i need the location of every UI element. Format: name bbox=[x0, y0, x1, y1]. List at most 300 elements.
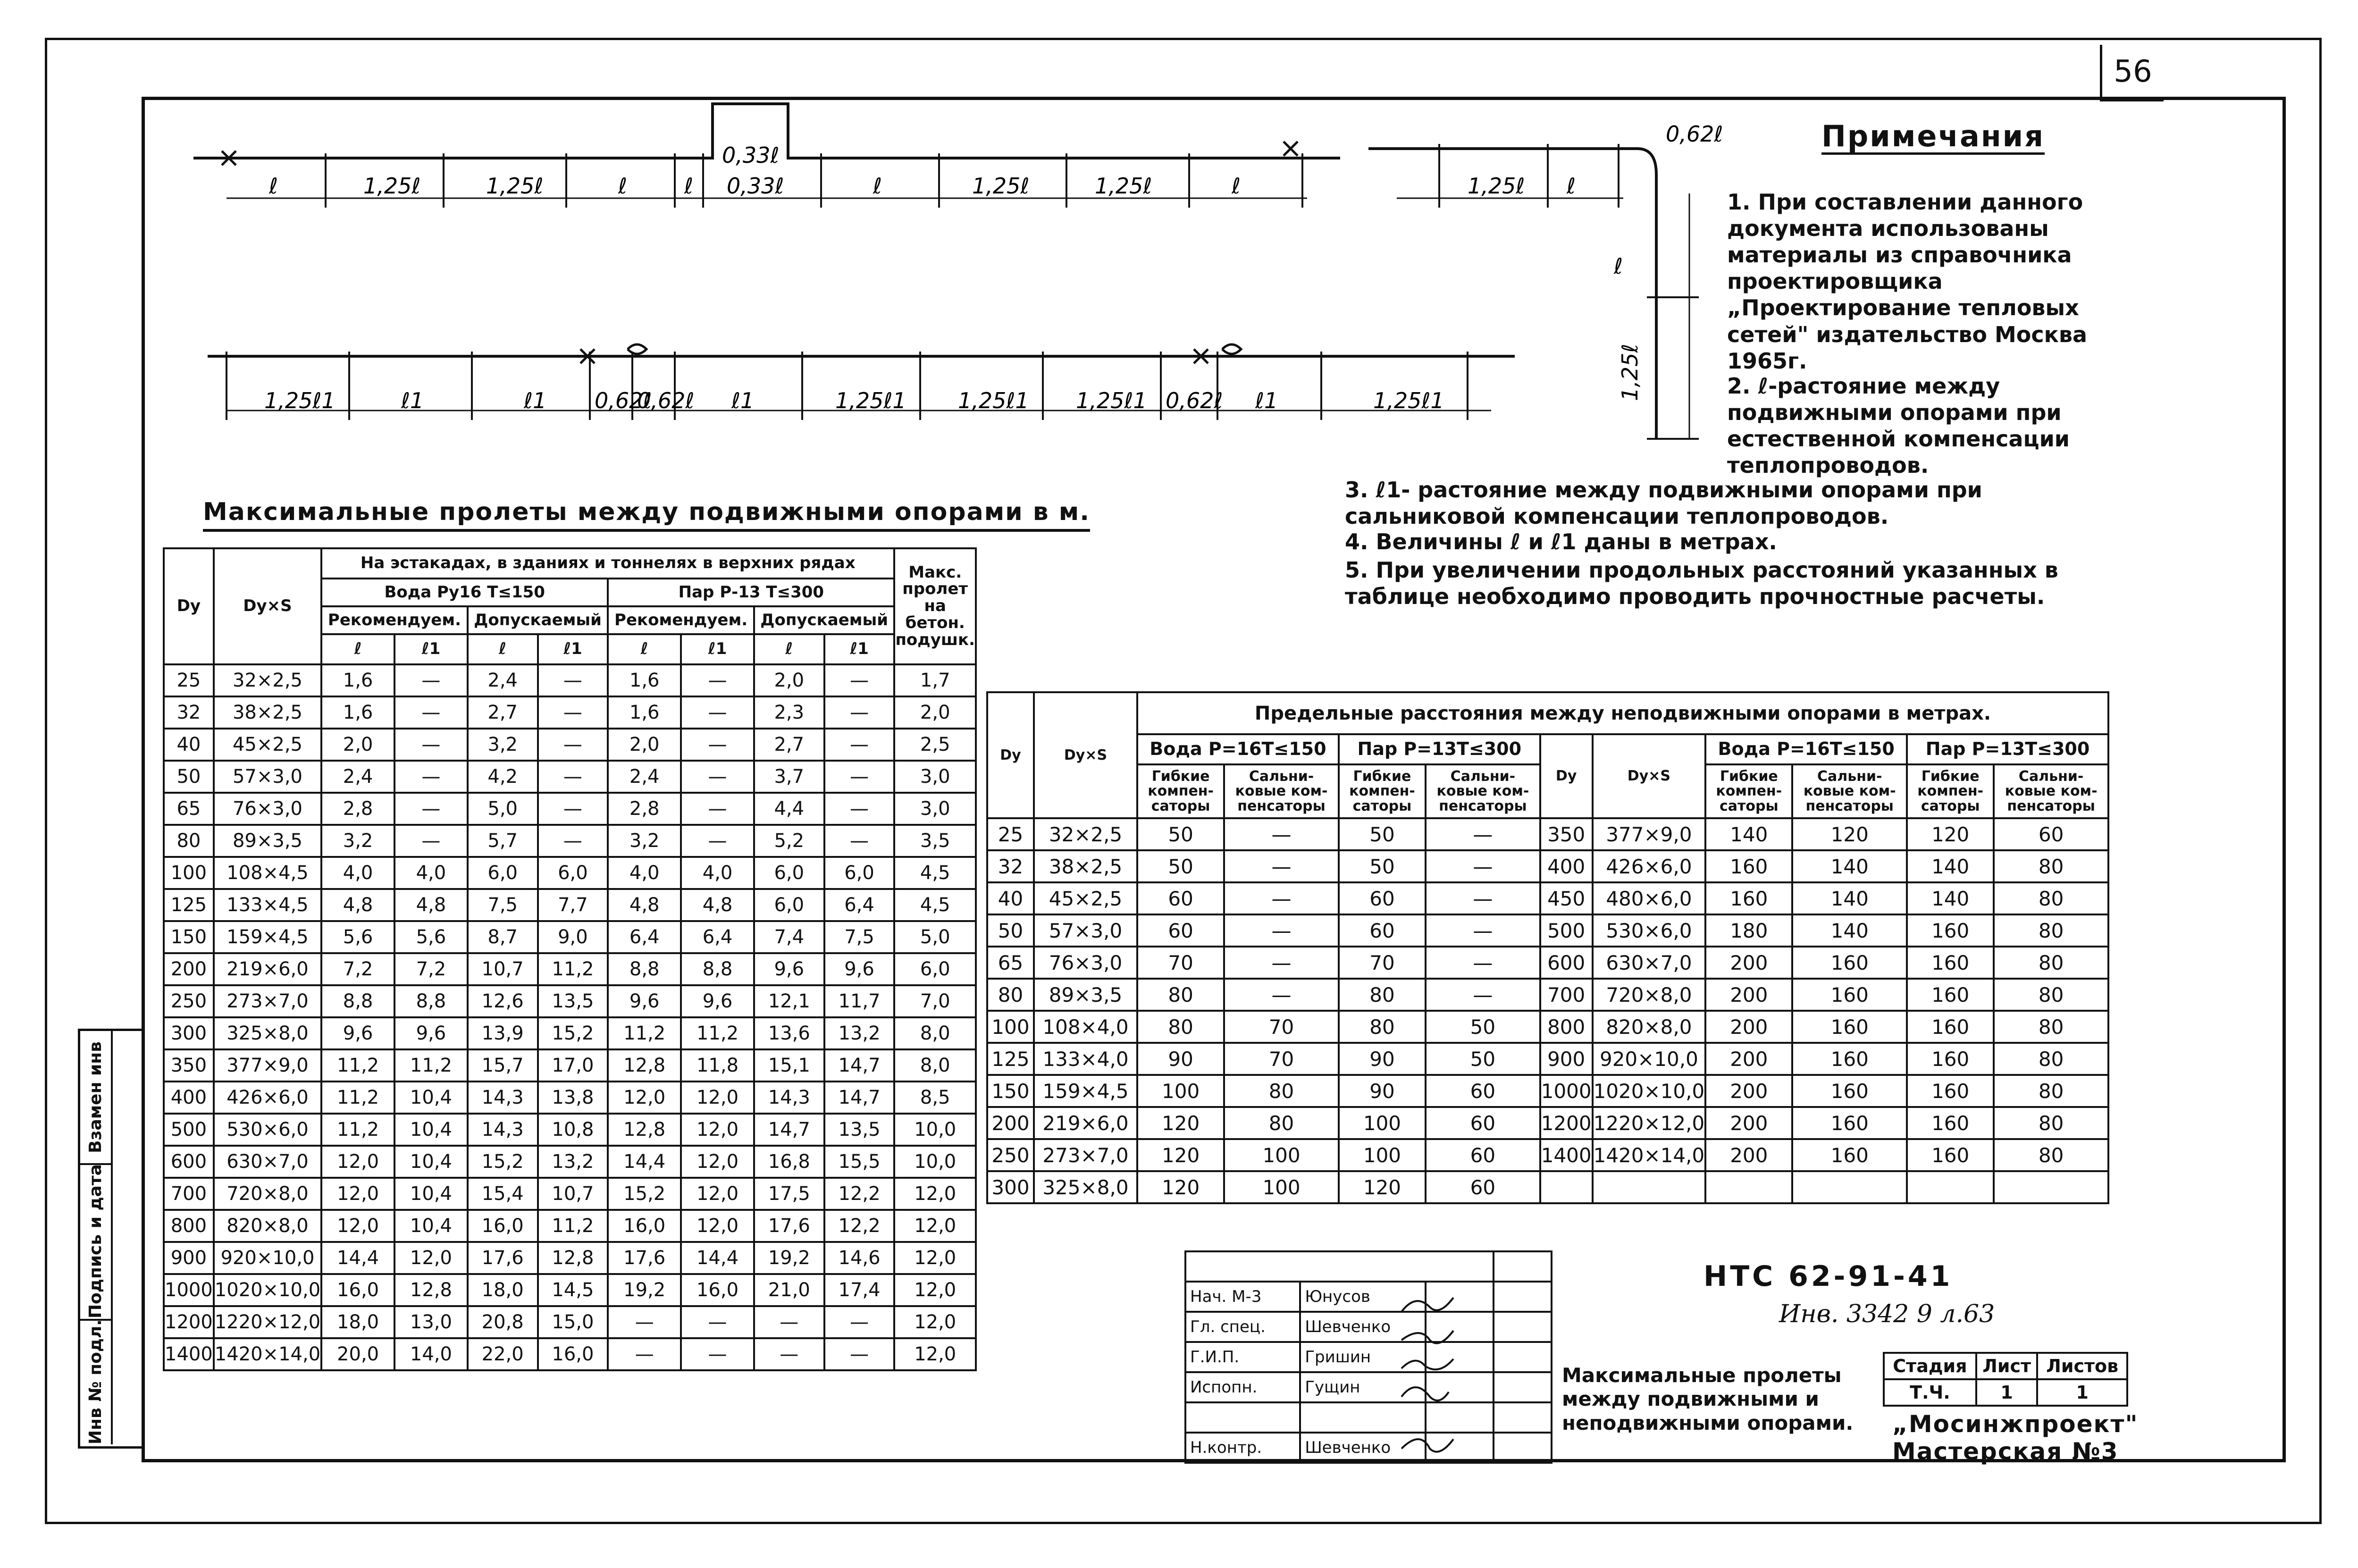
allowed-header: Допускаемый bbox=[754, 606, 895, 634]
table-cell: 6,4 bbox=[608, 921, 681, 953]
dim-label: 1,25ℓ bbox=[972, 173, 1030, 199]
table-cell: 4,8 bbox=[321, 889, 394, 921]
table-cell: 377×9,0 bbox=[1593, 818, 1706, 850]
table-cell: 50 bbox=[1426, 1011, 1540, 1043]
table-cell: 2,0 bbox=[754, 664, 824, 696]
table-cell: 125 bbox=[164, 889, 214, 921]
table-cell: 15,7 bbox=[468, 1049, 538, 1082]
table-row bbox=[164, 761, 976, 793]
stage-table bbox=[1883, 1352, 2128, 1407]
table-cell: 4,0 bbox=[394, 857, 468, 889]
table-cell: 1,7 bbox=[894, 664, 976, 696]
table-row bbox=[164, 889, 976, 921]
table-cell: 160 bbox=[1792, 1075, 1907, 1107]
table-cell: 9,6 bbox=[681, 985, 754, 1017]
table-cell: 426×6,0 bbox=[214, 1082, 321, 1114]
table-cell: 600 bbox=[164, 1146, 214, 1178]
table-cell: 820×8,0 bbox=[214, 1210, 321, 1242]
table-cell: 120 bbox=[1137, 1171, 1224, 1203]
table-cell: 8,8 bbox=[321, 985, 394, 1017]
table2-title: Предельные расстояния между неподвижными опорами в метрах. bbox=[1137, 692, 2108, 734]
table-cell: 250 bbox=[164, 985, 214, 1017]
table-cell: 60 bbox=[1994, 818, 2108, 850]
table-cell: 7,4 bbox=[754, 921, 824, 953]
table-cell: 250 bbox=[987, 1139, 1034, 1171]
table-cell: 1,6 bbox=[321, 696, 394, 729]
table-cell: 13,5 bbox=[538, 985, 608, 1017]
table-cell: — bbox=[681, 825, 754, 857]
table-cell: 12,0 bbox=[681, 1210, 754, 1242]
table-cell: 4,8 bbox=[608, 889, 681, 921]
table-cell: 25 bbox=[987, 818, 1034, 850]
table-row bbox=[164, 825, 976, 857]
table-cell: 12,0 bbox=[894, 1210, 976, 1242]
table-cell: 450 bbox=[1540, 882, 1593, 914]
table-cell: 2,0 bbox=[608, 729, 681, 761]
table-cell: 65 bbox=[987, 947, 1034, 979]
table-cell: 3,0 bbox=[894, 793, 976, 825]
table-cell: — bbox=[394, 793, 468, 825]
col-dy: Dy bbox=[987, 692, 1034, 818]
table-cell: — bbox=[681, 1306, 754, 1338]
table-cell: 16,8 bbox=[754, 1146, 824, 1178]
table-cell: 12,2 bbox=[824, 1210, 895, 1242]
table-cell: 14,3 bbox=[468, 1114, 538, 1146]
table-cell: 100 bbox=[1224, 1171, 1339, 1203]
table-cell: 160 bbox=[1907, 979, 1994, 1011]
l1-header: ℓ1 bbox=[394, 634, 468, 664]
table-cell: 10,0 bbox=[894, 1114, 976, 1146]
steam-header: Пар Р=13Т≤300 bbox=[1907, 734, 2108, 764]
table-cell: 80 bbox=[1994, 882, 2108, 914]
table-cell: 5,6 bbox=[394, 921, 468, 953]
table-cell: 700 bbox=[164, 1178, 214, 1210]
table-cell: — bbox=[824, 793, 895, 825]
table-cell: 4,5 bbox=[894, 857, 976, 889]
table-cell: 480×6,0 bbox=[1593, 882, 1706, 914]
table-cell: — bbox=[1426, 882, 1540, 914]
table-cell: 80 bbox=[1994, 1075, 2108, 1107]
table-cell: 80 bbox=[1339, 1011, 1426, 1043]
table-cell: 160 bbox=[1907, 1043, 1994, 1075]
table-cell: 50 bbox=[1339, 850, 1426, 882]
steam-header: Пар Р-13 Т≤300 bbox=[608, 579, 894, 606]
table-cell: 159×4,5 bbox=[214, 921, 321, 953]
table-cell: 14,5 bbox=[538, 1274, 608, 1306]
table-cell: 80 bbox=[1994, 1011, 2108, 1043]
table-cell: — bbox=[608, 1338, 681, 1370]
sheet-header: Лист bbox=[1976, 1353, 2038, 1379]
table-cell: 70 bbox=[1339, 947, 1426, 979]
table-cell: 16,0 bbox=[321, 1274, 394, 1306]
table-cell: 10,0 bbox=[894, 1146, 976, 1178]
table-cell: 17,6 bbox=[754, 1210, 824, 1242]
dim-label: ℓ1 bbox=[1255, 388, 1278, 413]
table-cell: 19,2 bbox=[608, 1274, 681, 1306]
recommended-header: Рекомендуем. bbox=[608, 606, 754, 634]
l1-header: ℓ1 bbox=[824, 634, 895, 664]
table-cell: — bbox=[394, 664, 468, 696]
flex-header: Гибкие компен-саторы bbox=[1339, 764, 1426, 818]
table-cell: 10,4 bbox=[394, 1178, 468, 1210]
table-row bbox=[164, 1082, 976, 1114]
table-cell: 1200 bbox=[1540, 1107, 1593, 1139]
table-cell: 100 bbox=[1137, 1075, 1224, 1107]
table-cell: — bbox=[681, 696, 754, 729]
table-cell: 60 bbox=[1426, 1139, 1540, 1171]
table-cell: 200 bbox=[1705, 947, 1792, 979]
table-cell: 108×4,0 bbox=[1034, 1011, 1137, 1043]
table-cell: 90 bbox=[1339, 1043, 1426, 1075]
page-number: 56 bbox=[2100, 45, 2164, 101]
table-cell: 200 bbox=[1705, 1011, 1792, 1043]
col-dy-2: Dy bbox=[1540, 734, 1593, 818]
person-name: Шевченко bbox=[1300, 1312, 1425, 1342]
table-cell: — bbox=[394, 696, 468, 729]
table-cell: 40 bbox=[987, 882, 1034, 914]
table-cell: 60 bbox=[1426, 1107, 1540, 1139]
table-cell: 12,0 bbox=[321, 1178, 394, 1210]
table-cell: 70 bbox=[1224, 1011, 1339, 1043]
table-cell: — bbox=[1224, 979, 1339, 1011]
table-cell: 2,8 bbox=[608, 793, 681, 825]
table-cell: 22,0 bbox=[468, 1338, 538, 1370]
gland-header: Сальни-ковые ком-пенсаторы bbox=[1994, 764, 2108, 818]
table-cell: 5,2 bbox=[754, 825, 824, 857]
table-cell: 720×8,0 bbox=[1593, 979, 1706, 1011]
table-cell: 70 bbox=[1224, 1043, 1339, 1075]
table-cell: 600 bbox=[1540, 947, 1593, 979]
table-cell: 12,0 bbox=[894, 1338, 976, 1370]
table-cell: 80 bbox=[1137, 979, 1224, 1011]
table-cell: 15,0 bbox=[538, 1306, 608, 1338]
table-cell: 108×4,5 bbox=[214, 857, 321, 889]
recommended-header: Рекомендуем. bbox=[321, 606, 468, 634]
table-cell: 17,6 bbox=[468, 1242, 538, 1274]
table-cell: 200 bbox=[164, 953, 214, 985]
table-cell: 13,2 bbox=[824, 1017, 895, 1049]
role bbox=[1185, 1402, 1300, 1433]
table-cell: — bbox=[1426, 979, 1540, 1011]
table-cell: 38×2,5 bbox=[1034, 850, 1137, 882]
allowed-header: Допускаемый bbox=[468, 606, 608, 634]
water-header: Вода Ру16 Т≤150 bbox=[321, 579, 608, 606]
table-cell: 60 bbox=[1339, 882, 1426, 914]
table-cell: 2,4 bbox=[321, 761, 394, 793]
table-cell: 80 bbox=[1994, 914, 2108, 947]
table-cell: 12,8 bbox=[538, 1242, 608, 1274]
note-5: 5. При увеличении продольных расстояний указанных в таблице необходимо проводить прочностные расчеты. bbox=[1345, 557, 2058, 610]
table-cell: 100 bbox=[1224, 1139, 1339, 1171]
table-cell: 13,2 bbox=[538, 1146, 608, 1178]
table-cell: 15,5 bbox=[824, 1146, 895, 1178]
dim-label: 1,25ℓ bbox=[1095, 173, 1152, 199]
dim-label: 1,25ℓ1 bbox=[958, 388, 1029, 413]
table-cell: — bbox=[394, 761, 468, 793]
table-cell: — bbox=[1224, 850, 1339, 882]
table-cell: 200 bbox=[1705, 1107, 1792, 1139]
table-cell: 2,0 bbox=[894, 696, 976, 729]
table-cell: 273×7,0 bbox=[214, 985, 321, 1017]
table-cell: 8,8 bbox=[394, 985, 468, 1017]
dim-label: 1,25ℓ1 bbox=[1373, 388, 1444, 413]
table-cell: 8,0 bbox=[894, 1049, 976, 1082]
table-cell: 9,6 bbox=[321, 1017, 394, 1049]
workshop-name: Мастерская №3 bbox=[1892, 1437, 2119, 1465]
table-cell: 4,2 bbox=[468, 761, 538, 793]
table-cell: 21,0 bbox=[754, 1274, 824, 1306]
table-cell: 200 bbox=[1705, 979, 1792, 1011]
table-cell: — bbox=[824, 1338, 895, 1370]
table-cell: 8,5 bbox=[894, 1082, 976, 1114]
table-cell: 1420×14,0 bbox=[1593, 1139, 1706, 1171]
table-cell: 12,8 bbox=[608, 1049, 681, 1082]
role: Н.контр. bbox=[1185, 1433, 1300, 1463]
table-cell: 14,4 bbox=[681, 1242, 754, 1274]
table-cell: 10,7 bbox=[538, 1178, 608, 1210]
table-cell: 920×10,0 bbox=[214, 1242, 321, 1274]
table-cell: 530×6,0 bbox=[214, 1114, 321, 1146]
table-cell: 80 bbox=[1994, 1043, 2108, 1075]
table-cell: 4,8 bbox=[394, 889, 468, 921]
drawing-title: Максимальные пролеты между подвижными и неподвижными опорами. bbox=[1562, 1364, 1854, 1434]
table-cell: 120 bbox=[1339, 1171, 1426, 1203]
table-cell: 160 bbox=[1705, 850, 1792, 882]
table-cell: 4,4 bbox=[754, 793, 824, 825]
table-cell: 426×6,0 bbox=[1593, 850, 1706, 882]
table-cell: 120 bbox=[1907, 818, 1994, 850]
table-cell: — bbox=[608, 1306, 681, 1338]
table-cell: 50 bbox=[1137, 818, 1224, 850]
table-cell: 80 bbox=[987, 979, 1034, 1011]
table-cell: — bbox=[681, 729, 754, 761]
table-cell: 3,2 bbox=[321, 825, 394, 857]
dim-label: 0,33ℓ bbox=[722, 143, 780, 168]
table-cell: 32×2,5 bbox=[214, 664, 321, 696]
table-cell: 5,7 bbox=[468, 825, 538, 857]
table-row bbox=[164, 664, 976, 696]
table-cell bbox=[1540, 1171, 1593, 1203]
table-cell: 14,3 bbox=[754, 1082, 824, 1114]
table-cell: 5,6 bbox=[321, 921, 394, 953]
table-row bbox=[164, 985, 976, 1017]
table-cell: 1420×14,0 bbox=[214, 1338, 321, 1370]
table-cell: 140 bbox=[1907, 882, 1994, 914]
table-cell: 89×3,5 bbox=[1034, 979, 1137, 1011]
table-row bbox=[987, 1139, 2108, 1171]
stage-header: Стадия bbox=[1884, 1353, 1976, 1379]
table-row bbox=[987, 882, 2108, 914]
dim-label: ℓ bbox=[873, 173, 882, 199]
table-cell: 1020×10,0 bbox=[214, 1274, 321, 1306]
l-header: ℓ bbox=[468, 634, 538, 664]
table-row bbox=[987, 850, 2108, 882]
col-dyxs: Dy×S bbox=[1034, 692, 1137, 818]
table-cell: 2,5 bbox=[894, 729, 976, 761]
dim-label: 1,25ℓ bbox=[1468, 173, 1525, 199]
table-cell: 325×8,0 bbox=[214, 1017, 321, 1049]
table-cell: 140 bbox=[1792, 914, 1907, 947]
flex-header: Гибкие компен-саторы bbox=[1137, 764, 1224, 818]
table-cell: 1000 bbox=[1540, 1075, 1593, 1107]
table-cell: 219×6,0 bbox=[214, 953, 321, 985]
table-cell: 350 bbox=[1540, 818, 1593, 850]
table-cell: 20,8 bbox=[468, 1306, 538, 1338]
table-cell: 820×8,0 bbox=[1593, 1011, 1706, 1043]
table-cell: 12,0 bbox=[894, 1274, 976, 1306]
table-row bbox=[164, 1049, 976, 1082]
dim-label: ℓ bbox=[1232, 173, 1241, 199]
table-cell: 377×9,0 bbox=[214, 1049, 321, 1082]
table-cell: 40 bbox=[164, 729, 214, 761]
steam-header: Пар Р=13Т≤300 bbox=[1339, 734, 1540, 764]
table-cell: 10,4 bbox=[394, 1210, 468, 1242]
l-header: ℓ bbox=[321, 634, 394, 664]
table-cell: 65 bbox=[164, 793, 214, 825]
table-cell: 76×3,0 bbox=[1034, 947, 1137, 979]
table-cell: 15,2 bbox=[468, 1146, 538, 1178]
table-cell: 7,7 bbox=[538, 889, 608, 921]
table-cell: 76×3,0 bbox=[214, 793, 321, 825]
table-cell: 350 bbox=[164, 1049, 214, 1082]
table-cell: 8,0 bbox=[894, 1017, 976, 1049]
table-cell: 7,2 bbox=[321, 953, 394, 985]
table-cell: 11,2 bbox=[321, 1082, 394, 1114]
dim-label: ℓ bbox=[618, 173, 628, 199]
table-cell: 32×2,5 bbox=[1034, 818, 1137, 850]
table-cell: 700 bbox=[1540, 979, 1593, 1011]
table-cell: 3,7 bbox=[754, 761, 824, 793]
table-cell: — bbox=[1426, 850, 1540, 882]
table-cell: 2,7 bbox=[468, 696, 538, 729]
table-cell: 80 bbox=[164, 825, 214, 857]
water-header: Вода Р=16Т≤150 bbox=[1705, 734, 1907, 764]
table-cell: 7,5 bbox=[824, 921, 895, 953]
table-cell: 160 bbox=[1907, 1075, 1994, 1107]
gland-header: Сальни-ковые ком-пенсаторы bbox=[1426, 764, 1540, 818]
table-cell: — bbox=[1426, 947, 1540, 979]
table-cell: 11,7 bbox=[824, 985, 895, 1017]
table-cell: 1220×12,0 bbox=[214, 1306, 321, 1338]
table-cell: 15,1 bbox=[754, 1049, 824, 1082]
table-cell: — bbox=[1224, 914, 1339, 947]
l-header: ℓ bbox=[754, 634, 824, 664]
table-cell: 15,2 bbox=[608, 1178, 681, 1210]
table-cell: 45×2,5 bbox=[1034, 882, 1137, 914]
dim-label: ℓ1 bbox=[731, 388, 755, 413]
table-cell: 5,0 bbox=[894, 921, 976, 953]
table-cell: 4,0 bbox=[321, 857, 394, 889]
table-cell: 9,6 bbox=[824, 953, 895, 985]
table-cell: 14,0 bbox=[394, 1338, 468, 1370]
table-cell: 120 bbox=[1137, 1107, 1224, 1139]
table-cell: 800 bbox=[164, 1210, 214, 1242]
table-cell: 160 bbox=[1792, 947, 1907, 979]
table-cell: 17,6 bbox=[608, 1242, 681, 1274]
table-cell: 10,8 bbox=[538, 1114, 608, 1146]
table-cell: 4,0 bbox=[681, 857, 754, 889]
dim-label: ℓ bbox=[1567, 173, 1576, 199]
table-cell bbox=[1994, 1171, 2108, 1203]
table-cell: 500 bbox=[1540, 914, 1593, 947]
table-cell: 273×7,0 bbox=[1034, 1139, 1137, 1171]
table-row bbox=[164, 1242, 976, 1274]
table1-title: Максимальные пролеты между подвижными опорами в м. bbox=[203, 498, 1090, 532]
table-cell: 160 bbox=[1907, 1139, 1994, 1171]
table-cell: 2,3 bbox=[754, 696, 824, 729]
col-dyxs: Dy×S bbox=[214, 548, 321, 664]
table-cell: 90 bbox=[1339, 1075, 1426, 1107]
table-cell: 15,4 bbox=[468, 1178, 538, 1210]
col-dy: Dy bbox=[164, 548, 214, 664]
table-cell: 13,9 bbox=[468, 1017, 538, 1049]
table-cell: 6,0 bbox=[824, 857, 895, 889]
table-cell: 300 bbox=[987, 1171, 1034, 1203]
table-cell: — bbox=[538, 664, 608, 696]
table-cell: 12,0 bbox=[681, 1178, 754, 1210]
table-row bbox=[164, 793, 976, 825]
role: Г.И.П. bbox=[1185, 1342, 1300, 1372]
side-label: Инв № подл. bbox=[86, 1319, 106, 1444]
table-cell: 160 bbox=[1907, 1011, 1994, 1043]
table-cell: 500 bbox=[164, 1114, 214, 1146]
table-cell: 17,4 bbox=[824, 1274, 895, 1306]
person-name: Юнусов bbox=[1300, 1282, 1425, 1312]
side-cell bbox=[80, 1163, 113, 1321]
table-row bbox=[987, 1107, 2108, 1139]
table-cell: 38×2,5 bbox=[214, 696, 321, 729]
table-cell: 180 bbox=[1705, 914, 1792, 947]
table-cell: 400 bbox=[1540, 850, 1593, 882]
table-cell: 12,0 bbox=[681, 1082, 754, 1114]
table-cell: 16,0 bbox=[538, 1338, 608, 1370]
l1-header: ℓ1 bbox=[538, 634, 608, 664]
role: Нач. М-3 bbox=[1185, 1282, 1300, 1312]
table-row bbox=[987, 818, 2108, 850]
table-cell: 8,8 bbox=[608, 953, 681, 985]
support-spacing-diagram bbox=[179, 99, 1723, 458]
table-cell: — bbox=[681, 793, 754, 825]
table-cell: 200 bbox=[1705, 1043, 1792, 1075]
sheet-value: 1 bbox=[1976, 1379, 2038, 1406]
table-cell: — bbox=[538, 793, 608, 825]
table-cell: 6,4 bbox=[824, 889, 895, 921]
gland-header: Сальни-ковые ком-пенсаторы bbox=[1792, 764, 1907, 818]
table-cell: 920×10,0 bbox=[1593, 1043, 1706, 1075]
table-cell: 9,6 bbox=[608, 985, 681, 1017]
table-cell bbox=[1792, 1171, 1907, 1203]
table-cell: 219×6,0 bbox=[1034, 1107, 1137, 1139]
table-cell: 13,6 bbox=[754, 1017, 824, 1049]
table-row bbox=[987, 1043, 2108, 1075]
table-cell: 18,0 bbox=[468, 1274, 538, 1306]
stage-value: Т.Ч. bbox=[1884, 1379, 1976, 1406]
table-cell: 12,0 bbox=[681, 1146, 754, 1178]
table-row bbox=[987, 1171, 2108, 1203]
table-cell: 133×4,5 bbox=[214, 889, 321, 921]
table-cell: 14,4 bbox=[608, 1146, 681, 1178]
table-row bbox=[164, 1178, 976, 1210]
table-row bbox=[164, 1210, 976, 1242]
table-cell bbox=[1705, 1171, 1792, 1203]
table-cell: 89×3,5 bbox=[214, 825, 321, 857]
table-cell: 12,0 bbox=[894, 1306, 976, 1338]
table-row bbox=[164, 1017, 976, 1049]
dim-label: 1,25ℓ bbox=[1617, 344, 1643, 401]
table-cell: 325×8,0 bbox=[1034, 1171, 1137, 1203]
table-cell: 80 bbox=[1994, 850, 2108, 882]
table-row bbox=[164, 1338, 976, 1370]
